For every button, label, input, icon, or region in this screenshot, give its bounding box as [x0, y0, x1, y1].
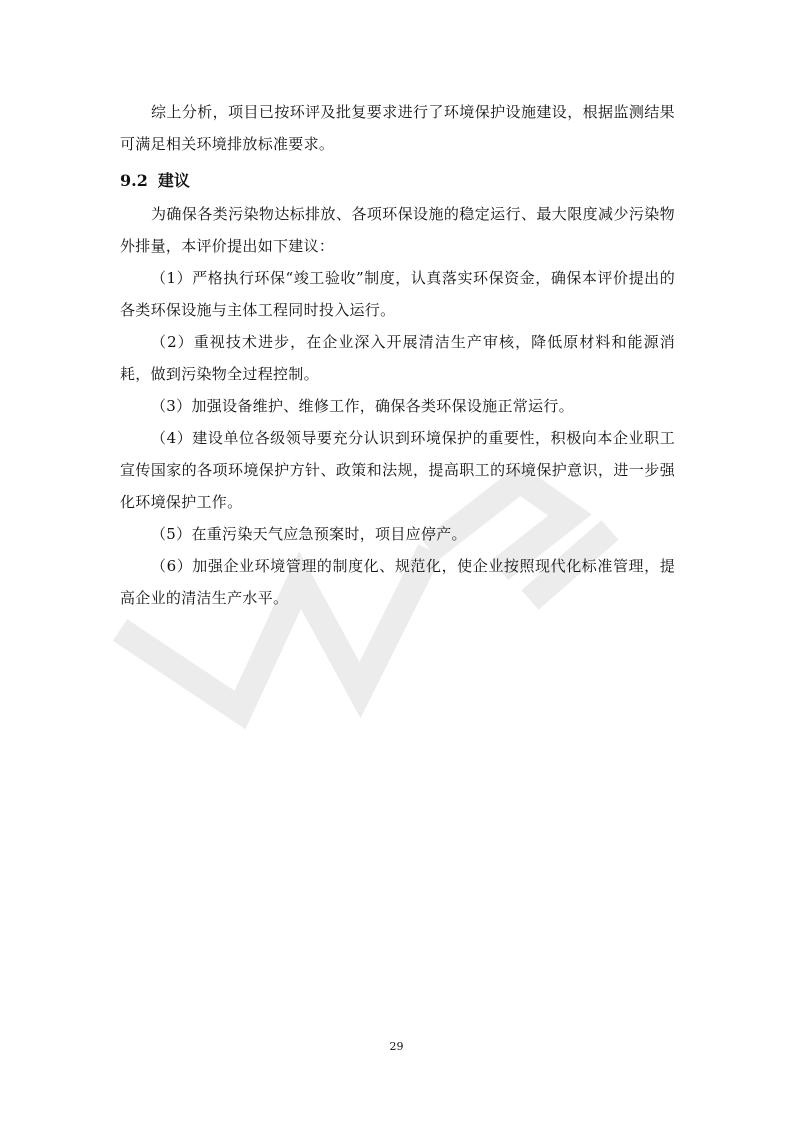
document-body — [120, 96, 675, 614]
section-number: 9.2 — [120, 171, 148, 190]
section-title: 建议 — [157, 171, 190, 190]
recommendation-1: （1）严格执行环保“竣工验收”制度，认真落实环保资金，确保本评价提出的各类环保设施与主体工程同时投入运行。 — [120, 269, 675, 319]
intro-paragraph: 综上分析，项目已按环评及批复要求进行了环境保护设施建设，根据监测结果可满足相关环境排放标准要求。 — [120, 103, 675, 153]
recommendation-6: （6）加强企业环境管理的制度化、规范化，使企业按照现代化标准管理，提高企业的清洁生产水平。 — [120, 557, 675, 607]
paragraph-purpose: 为确保各类污染物达标排放、各项环保设施的稳定运行、最大限度减少污染物外排量，本评价提出如下建议： — [120, 205, 675, 255]
recommendation-2: （2）重视技术进步，在企业深入开展清洁生产审核，降低原材料和能源消耗，做到污染物全过程控制。 — [120, 333, 675, 383]
section-heading — [120, 168, 675, 194]
recommendation-5: （5）在重污染天气应急预案时，项目应停产。 — [151, 525, 467, 543]
recommendation-4: （4）建设单位各级领导要充分认识到环境保护的重要性，积极向本企业职工宣传国家的各项环境保护方针、政策和法规，提高职工的环境保护意识，进一步强化环境保护工作。 — [120, 429, 675, 511]
page-number: 29 — [389, 1040, 404, 1053]
recommendation-3: （3）加强设备维护、维修工作，确保各类环保设施正常运行。 — [151, 397, 574, 415]
